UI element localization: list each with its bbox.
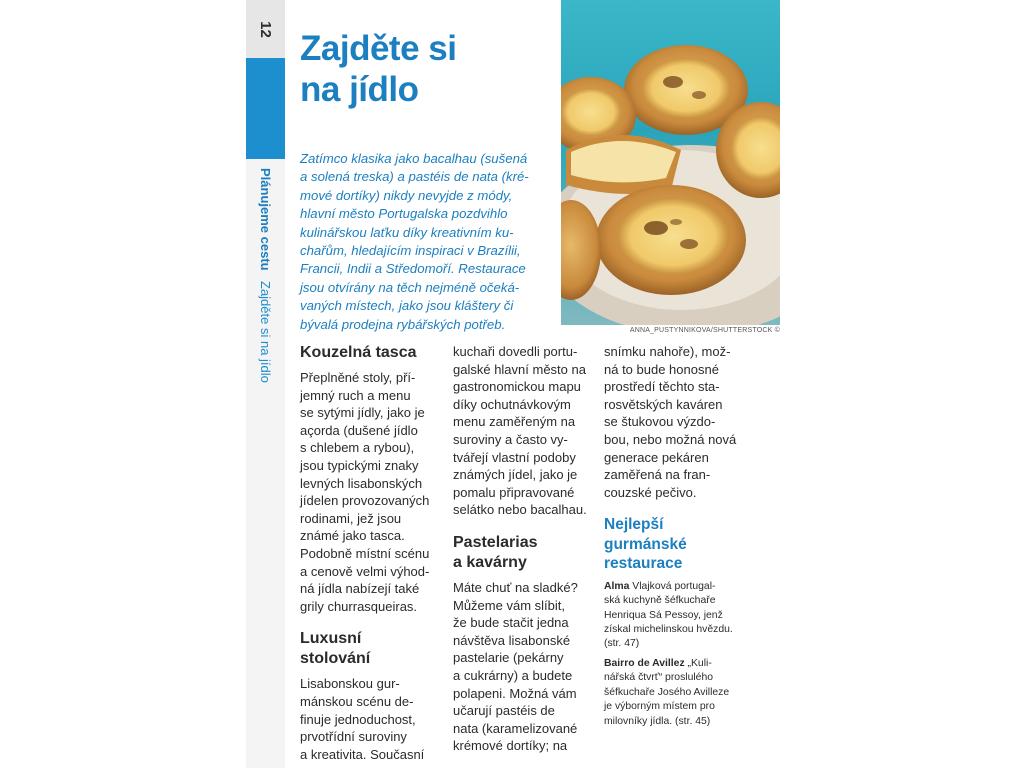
intro-line: jsou otvírány na těch nejméně očeká- [300,279,520,295]
text-line: je výborným místem pro [604,701,715,713]
text-line: že bude stačit jedna [453,615,569,631]
intro-line: mové dortíky) nikdy nevyjde z módy, [300,187,513,203]
text-line: prostředí těchto sta- [604,379,720,395]
section-color-tab [246,58,285,159]
heading-line: Luxusní [300,630,362,648]
text-line: krémové dortíky; na [453,738,568,754]
intro-line: a solená treska) a pastéis de nata (kré- [300,169,529,185]
heading-line: Pastelarias [453,533,538,551]
restaurant-entry-bairro-de-avillez [604,657,756,729]
text-line: Podobně místní scénu [300,545,430,561]
text-line: známých jídel, jako je [453,467,578,483]
paragraph-continued [604,343,756,501]
text-line: galské hlavní město na [453,361,586,377]
text-line: snímku nahoře), mož- [604,344,731,359]
heading-kouzelna-tasca: Kouzelná tasca [300,344,417,361]
text-line: se sytými jídly, jako je [300,405,425,421]
text-line: získal michelinskou hvězdu. [604,624,733,636]
page-number: 12 [257,20,274,38]
text-line: selátko nebo bacalhau. [453,502,587,518]
text-line: finuje jednoduchost, [300,711,416,727]
pastel-de-nata-photo [561,0,780,325]
text-line: prvotřídní suroviny [300,729,407,745]
text-line: grily churrasqueiras. [300,598,418,614]
paragraph-tasca [300,369,440,615]
text-line: tvářejí vlastní podoby [453,449,576,465]
text-line: Henriqua Sá Pessoy, jenž [604,609,723,621]
text-line: gastronomickou mapu [453,379,581,395]
column-1 [300,343,440,763]
text-line: a cukrárny) a budete [453,667,573,683]
heading-luxusni-stolovani [300,629,440,669]
heading-line: Nejlepší [604,516,664,534]
text-line: rosvětských kaváren [604,396,723,412]
column-3 [604,343,756,729]
text-line: návštěva lisabonské [453,632,571,648]
intro-paragraph [300,150,546,334]
text-line: jsou typickými znaky [300,457,419,473]
text-line: ná jídla nabízejí také [300,581,420,597]
restaurant-name: Alma [604,580,630,592]
text-line: Máte chuť na sladké? [453,579,578,595]
heading-line: stolování [300,650,371,668]
paragraph-luxusni [300,675,440,763]
text-line: jídelen provozovaných [300,493,430,509]
text-line: bou, nebo možná nová [604,431,737,447]
text-line: ná to bude honosné [604,361,719,377]
restaurant-entry-alma [604,580,756,652]
text-line: açorda (dušené jídlo [300,422,418,438]
heading-line: a kavárny [453,553,527,571]
text-line: generace pekáren [604,449,709,465]
text-line: „Kuli- [684,657,712,669]
page-title [300,28,550,110]
text-line: pomalu připravované [453,484,575,500]
restaurant-name: Bairro de Avillez [604,657,685,669]
text-line: couzské pečivo. [604,484,697,500]
photo-credit: ANNA_PUSTYNNIKOVA/SHUTTERSTOCK © [629,327,780,334]
text-line: nata (karamelizované [453,720,578,736]
intro-line: kulinářskou laťku díky kreativním ku- [300,224,514,240]
heading-line: gurmánské [604,535,687,553]
text-line: Přeplněné stoly, pří- [300,370,416,385]
text-line: suroviny a často vy- [453,431,568,447]
page-number-box [246,0,285,58]
intro-line: hlavní město Portugalska pozdvihlo [300,206,508,222]
heading-line: restaurace [604,555,683,573]
running-header [257,168,273,383]
text-line: se štukovou výzdo- [604,414,716,430]
text-line: nářská čtvrť“ proslulého [604,672,714,684]
text-line: jemný ruch a menu [300,387,411,403]
intro-line: bývalá prodejna rybářských potřeb. [300,316,506,332]
heading-nejlepsi-restaurace [604,515,756,574]
text-line: šéfkuchaře Josého Avilleze [604,686,730,698]
page-title-line: Zajděte si [300,29,457,68]
text-line: polapeni. Možná vám [453,685,577,701]
intro-line: vaných místech, jako jsou kláštery či [300,298,514,314]
intro-line: Zatímco klasika jako bacalhau (sušená [300,151,528,166]
text-line: kuchaři dovedli portu- [453,344,578,359]
text-line: (str. 47) [604,638,640,650]
text-line: učarují pastéis de [453,703,555,719]
paragraph-pastelarias [453,579,596,755]
text-line: menu zaměřeným na [453,414,576,430]
text-line: Můžeme vám slíbit, [453,597,565,613]
text-line: ská kuchyně šéfkuchaře [604,595,716,607]
text-line: a cenově velmi výhod- [300,563,430,579]
intro-line: chařům, hledajícím inspiraci v Brazílii, [300,243,521,259]
column-2 [453,343,596,755]
text-line: Vlajková portugal- [629,580,716,592]
text-line: zaměřená na fran- [604,467,711,483]
page-title-line: na jídlo [300,70,419,109]
paragraph-continued [453,343,596,519]
text-line: mánskou scénu de- [300,693,414,709]
running-header-section: Plánujeme cestu [258,168,273,271]
text-line: pastelarie (pekárny [453,650,564,666]
pastry-illustration [561,0,780,325]
text-line: milovníky jídla. (str. 45) [604,715,711,727]
text-line: díky ochutnávkovým [453,396,571,412]
text-line: známé jako tasca. [300,528,405,544]
heading-pastelarias [453,533,596,573]
text-line: s chlebem a rybou), [300,440,415,456]
text-line: Lisabonskou gur- [300,676,400,692]
intro-line: Francii, Indii a Středomoří. Restaurace [300,261,526,277]
text-line: rodinami, jež jsou [300,510,402,526]
running-header-subsection: Zajděte si na jídlo [258,281,273,384]
text-line: levných lisabonských [300,475,423,491]
text-line: a kreativita. Současní [300,746,425,762]
